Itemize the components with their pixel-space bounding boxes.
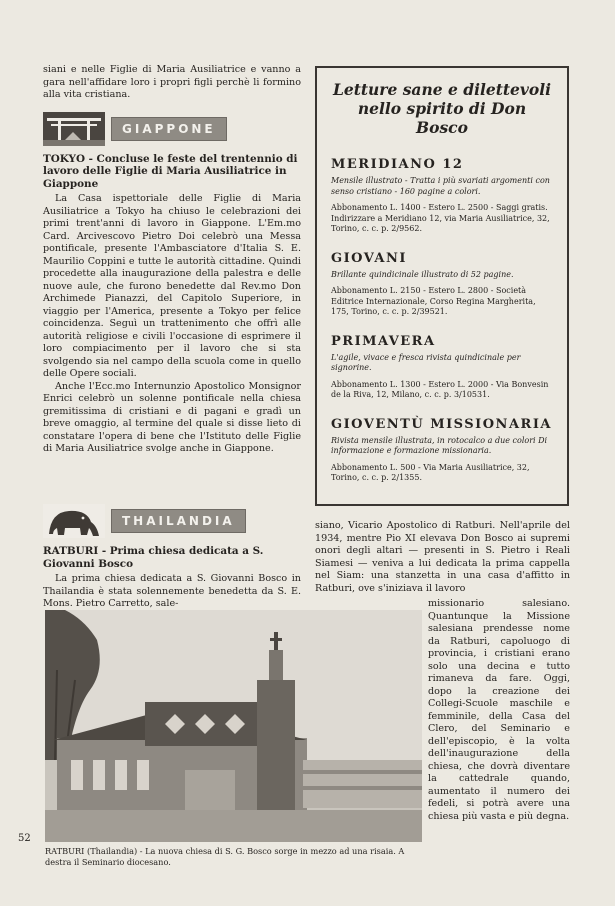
church-photo <box>45 610 422 842</box>
intro-paragraph: siani e nelle Figlie di Maria Ausiliatrice e vanno a gara nell'affidare loro i propri figli perchè li formino alla vita cristiana. <box>43 64 301 100</box>
japan-paragraph-2: Anche l'Ecc.mo Internunzio Apostolico Monsignor Enrici celebrò un solenne pontificale nella chiesa gremitissima di cristiani e di pagani e gradì un breve omaggio, al termine del quale si disse lieto di constatare l'opera di bene che l'Istituto delle Figlie di Maria Ausiliatrice svolge anche in Giappone. <box>43 380 301 454</box>
reading-ad-box <box>315 66 569 506</box>
torii-gate-icon <box>43 112 105 146</box>
magazine-giovani <box>331 251 553 318</box>
magazine-description: L'agile, vivace e fresca rivista quindicinale per signorine. <box>331 352 521 372</box>
magazine-description: Rivista mensile illustrata, in rotocalco a due colori Di informazione e formazione missionaria. <box>331 435 548 455</box>
magazine-meridiano <box>331 157 553 235</box>
thailand-section <box>43 494 301 611</box>
japan-headline: TOKYO - Concluse le feste del trentennio di lavoro delle Figlie di Maria Ausiliatrice in Giappone <box>43 152 298 190</box>
thailand-headline: RATBURI - Prima chiesa dedicata a S. Giovanni Bosco <box>43 545 264 570</box>
section-label-thailand: THAILANDIA <box>111 509 246 533</box>
section-label-japan: GIAPPONE <box>111 117 227 141</box>
magazine-name: PRIMAVERA <box>331 333 436 349</box>
magazine-description: Brillante quindicinale illustrato di 52 pagine. <box>331 269 514 279</box>
magazine-primavera <box>331 334 553 401</box>
thailand-paragraph-start: La prima chiesa dedicata a S. Giovanni Bosco in Thailandia è stata solennemente benedetta da S. E. Mons. Pietro Carretto, sale- <box>43 573 301 609</box>
magazine-name: MERIDIANO 12 <box>331 157 464 172</box>
left-column <box>43 64 301 456</box>
magazine-subscription: Abbonamento L. 1300 - Estero L. 2000 - Via Bonvesin de la Riva, 12, Milano, c. c. p. 3/10531. <box>331 379 549 399</box>
magazine-subscription: Abbonamento L. 1400 - Estero L. 2500 - Saggi gratis. Indirizzare a Meridiano 12, via Maria Ausiliatrice, 32, Torino, c. c. p. 2/9562. <box>331 203 550 233</box>
photo-caption: RATBURI (Thailandia) - La nuova chiesa di S. G. Bosco sorge in mezzo ad una risaia. A destra il Seminario diocesano. <box>45 846 405 867</box>
magazine-name: GIOVENTÙ MISSIONARIA <box>331 416 553 432</box>
ad-box-title: Letture sane e dilettevoli nello spirito di Don Bosco <box>332 80 552 137</box>
magazine-subscription: Abbonamento L. 2150 - Estero L. 2800 - Società Editrice Internazionale, Corso Regina Margherita, 175, Torino, c. c. p. 2/39521. <box>331 286 536 316</box>
section-banner-japan <box>43 111 301 147</box>
magazine-subscription: Abbonamento L. 500 - Via Maria Ausiliatrice, 32, Torino, c. c. p. 2/1355. <box>331 462 530 482</box>
section-banner-thailand <box>43 503 301 539</box>
magazine-name: GIOVANI <box>331 250 407 266</box>
japan-paragraph-1: La Casa ispettoriale delle Figlie di Maria Ausiliatrice a Tokyo ha chiuso le celebrazioni dei primi trent'anni di lavoro in Giappone. L'Em.mo Card. Arcivescovo Pietro Doi celebrò una Messa pontificale, presente l'Ambasciatore d'Italia S. E. Maurilio Coppini e tutte le autorità cittadine. Quindi procedette alla inaugurazione della palestra e delle nuove aule, che furono benedette dal Rev.mo Don Archimede Pianazzi, del Capitolo Superiore, in viaggio per l'America, presente a Tokyo per felice coincidenza. Seguì un trattenimento che offrì alle autorità religiose e civili l'occasione di esprimere il loro compiacimento per il lavoro che si sta svolgendo sia nel campo della scuola come in quello delle Opere sociali. <box>43 193 301 379</box>
page-number: 52 <box>18 833 31 844</box>
thailand-paragraph-wrap: missionario salesiano. Quantunque la Missione salesiana prendesse nome da Ratburi, capoluogo di provincia, i cristiani erano solo una decina e tutto rimaneva da fare. Oggi, dopo la creazione dei Collegi-Scuole maschile e femminile, della Casa del Clero, del Seminario e dell'episcopio, è la volta dell'inaugurazione della chiesa, che dovrà diventare la cattedrale quando, aumentato il numero dei fedeli, si potrà avere una chiesa più vasta e più degna. <box>428 598 570 822</box>
magazine-gioventu-missionaria <box>331 417 553 484</box>
thailand-paragraph-right: siano, Vicario Apostolico di Ratburi. Nell'aprile del 1934, mentre Pio XI elevava Don Bosco ai supremi onori degli altari — presenti in S. Pietro i Reali Siamesi — veniva a lui dedicata la prima cappella nel Siam: una stanzetta in una casa d'affitto in Ratburi, ove s'iniziava il lavoro <box>315 520 570 594</box>
magazine-description: Mensile illustrato - Tratta i più svariati argomenti con senso cristiano - 160 pagine a colori. <box>331 176 550 196</box>
elephant-icon <box>43 504 105 538</box>
